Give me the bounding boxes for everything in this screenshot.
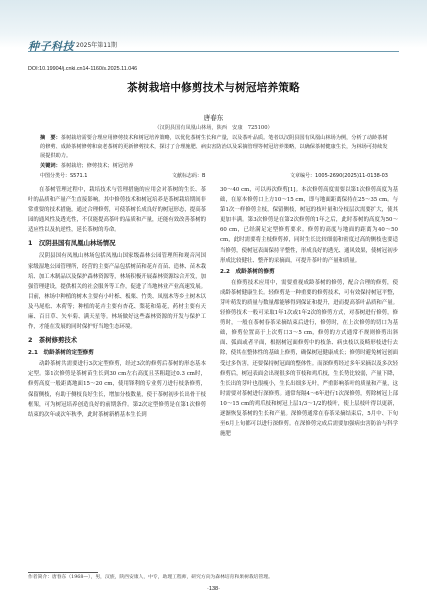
page-number: ·138· [206,586,221,592]
section-heading: 1 汉阴县国有凤凰山林场情况 [28,239,116,248]
article-id: 文章编号：1005-2690(2025)11-0138-03 [290,173,388,179]
intro-paragraph: 在茶树管理过程中，栽培技术与管理措施的应用会对茶树的生长、茶叶的品质和产量产生直接影响。其中修剪技术和树冠培养是茶树栽培期间非常重要的技术措施，通过合理修剪，可使茶树长成良好的树冠形态，提高茶园的通风性及透光性，不仅能提高茶叶的品质和产量，还能有效改善茶树的适应性以及抗逆性，延长茶树的寿命。 [28,187,206,234]
subsection-heading: 2.1 幼龄茶树的定型修剪 [28,350,94,357]
clc-number: 中图分类号：S571.1 [40,173,88,179]
doc-code: 文献标志码：B [172,173,206,179]
left-column [28,185,206,420]
article-title: 茶树栽培中修剪技术与树冠培养策略 [127,82,300,94]
body-paragraph: 汉阴县国有凤凰山林场包括凤凰山国家级森林公园管理所和观音河国家级湿地公园管理所，经营的主要产品包括树苗和花卉育苗、造林、苗木栽培、加工木制品以及保护森林资源等，林场积极开展森林资源综合开发，加强管理建设，提供相关的社会服务等工作，促进了当地林业产业高速发展。目前，林场中种植的树木主要有小叶栎、板栗、竹类、凤凰木等乡土树木以及马尾松、木荷等；种植的花卉主要有杏花、梨花和菊花，药材主要有天麻、百日草、矢车菊、满天星等。林场做好这些森林资源的开发与保护工作，才能在发展的同时保护好当地生态环境。 [28,253,206,331]
right-column [220,185,398,439]
header-divider [28,51,399,52]
author: 唐春东 [203,114,224,122]
body-paragraph: 动龄茶树共需要进行3次定型修剪，经过3次的修剪后茶树的形态基本定型。第1次修剪是茶树苗生长到30 cm左右高度且茎粗超过0.3 cm时，修剪高度一般距离地面15～20 cm，使用锋利的专业剪刀进行枝条修剪，保留侧枝，有助于侧枝良好生长，增加分枝数量，使于茶树初步长出骨干枝框架，可为树冠培养创造良好的前期条件。第2次定型修剪是在第1次修剪结束的次年或次年秋季，此时茶树新梢基本生长到 [28,361,206,418]
author-footnote: 作者简介：唐春东（1968—），男，汉族，陕西安康人，中专，助理工程师，研究方向为森林培育和果树栽培管理。 [28,575,273,580]
classification-line [40,172,388,179]
keywords [40,162,388,171]
body-paragraph: 在修剪技术应用中，需要重视成龄茶树的修剪，配合合理的修剪，使成龄茶树健康生长。轻修剪是一种重要的修剪技术，可有效保持树冠平整，芽叶萌发的质量与数量都能够得到保证和提升，进而提高茶叶品质和产量。轻修剪技术一般可采取1年1次或1年2次的修剪方式，对茶树进行修剪，修剪时，一般在茶树春茶采摘结束后进行，修剪时，在上次修剪的切口为基础，修剪位置高于上次剪口3～5 cm，修剪的方式通常不规则修剪出斜面、弧面或者平面，根据树冠面修剪中的枝条、病虫枝以及畸形枝进行去除，使其在整体性的基础上修剪，确保树冠健康成长；修剪时避免树冠创面受过多伤害，还要保持树冠面的整体性。而深修剪经过多年采摘以及多次轻修剪后，树冠表面会出现很多的节枝和鸡爪枝，生长势比较弱，产量下降，生长出的芽叶也很瘦小，生长出细多无叶，严重影响茶叶的质量和产量，这时需要对茶树进行深修剪。通常每隔4～6年进行1次深修剪，剪除树冠上部10～15 cm的鸡爪枝和树冠上层1/3～1/2的枝叶，使上层枝叶得以更新，逐渐恢复茶树的生长和产量。深修剪通常在春茶采摘结束后，5月中、下旬至6月上旬都可以进行深修剪。在深修剪完成后需要加强病虫害防治与科学施肥 [220,279,398,438]
doi: DOI:10.19904/j.cnki.cn14-1160/s.2025.11.046 [28,66,138,72]
affiliation: （汉阴县国有凤凰山林场，陕西 安康 725100） [154,125,273,131]
keywords-label: 关键词： [40,163,61,169]
abstract-label: 摘 要： [40,135,61,141]
abstract [40,134,388,162]
footnote-divider [28,572,98,573]
body-paragraph: 30～40 cm，可以再次修剪[1]。本次修剪高度需要以第1次修剪高度为基础，在原本修剪口上方10～15 cm，即与地面距离保持在25～35 cm。与第1次一样修剪主枝，保留侧枝，树冠的枝叶量和分枝层次需要扩大，使其更加丰满。第3次修剪是在第2次修剪的1年之后，此时茶树的高度为50～60 cm，已经满足定型修剪要求。修剪的高度与地面的距离为40～50 cm，此时需要将主枝修剪掉，同时生长比较细弱和密度过高的侧枝也要适当修剪，使树冠表面保持平整性，形成良好的透光、通风效果，使树冠初步形成比较健壮、整齐的采摘面，可提升茶叶的产量和质量。 [220,187,398,264]
subsection-heading: 2.2 成龄茶树的修剪 [220,268,275,275]
section-heading: 2 茶树修剪技术 [28,336,78,345]
abstract-text: 茶树栽培需要合理应用修剪技术和树冠培养策略，以优化茶树生长和产量，以及茶叶品质。笔者以汉阴县国有凤凰山林场为例，分析了动龄茶树的修剪、成龄茶树修剪和衰老茶树的更新修剪技术，探讨了合理施肥、病虫害防治以及采摘管理等树冠培养策略，以确保茶树健康生长，为林场可持续发展提供助力。 [40,135,388,160]
journal-logo: 种子科技 [28,40,74,53]
issue-label: 2025年第11期 [76,42,117,49]
keywords-text: 茶树栽培；修剪技术；树冠培养 [60,163,134,169]
